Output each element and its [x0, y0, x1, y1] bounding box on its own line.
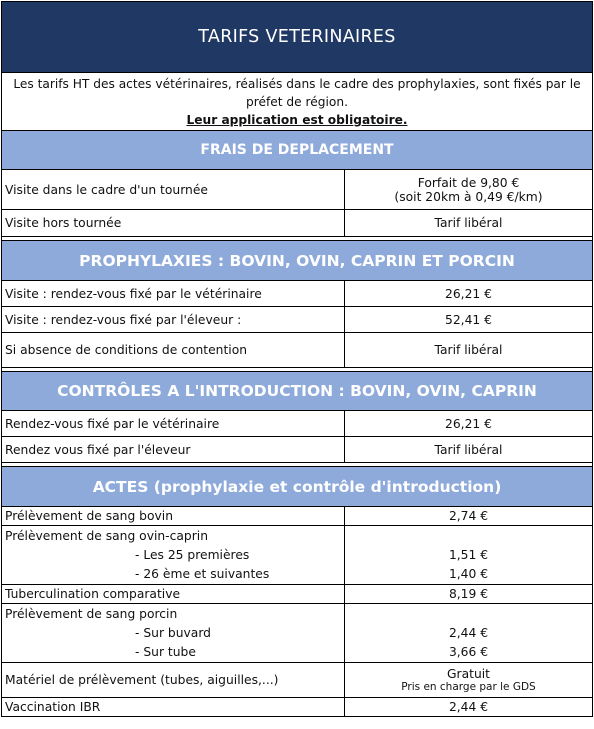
- row-label-main: Prélèvement de sang porcin: [5, 606, 178, 621]
- row-value: Tarif libéral: [434, 216, 503, 230]
- intro-text: Les tarifs HT des actes vétérinaires, réalisés dans le cadre des prophylaxies, sont fixés par le préfet de région.: [13, 77, 581, 109]
- row-sub-label: - 26 ème et suivantes: [135, 566, 270, 581]
- row-value: 2,74 €: [448, 509, 489, 523]
- row-value: 26,21 €: [445, 286, 492, 301]
- intro-block: [2, 73, 592, 131]
- row-sub-label: - Les 25 premières: [135, 547, 250, 562]
- row-sub-value: 2,44 €: [448, 625, 489, 640]
- table-row: [2, 526, 592, 585]
- row-label: Visite : rendez-vous fixé par le vétérinaire: [2, 281, 345, 306]
- row-label: Prélèvement de sang bovin: [2, 507, 345, 525]
- page-title: TARIFS VETERINAIRES: [2, 2, 592, 73]
- row-label: Rendez vous fixé par l'éleveur: [2, 437, 345, 462]
- row-label: Si absence de conditions de contention: [2, 333, 345, 367]
- table-row: [2, 663, 592, 698]
- table-row: [2, 170, 592, 210]
- table-row: [2, 698, 592, 716]
- row-value: Tarif libéral: [434, 442, 503, 457]
- obligation-note: Leur application est obligatoire.: [186, 113, 408, 127]
- table-row: [2, 604, 592, 663]
- section-controles-header: CONTRÔLES A L'INTRODUCTION : BOVIN, OVIN, CAPRIN: [2, 372, 592, 411]
- row-label: Visite hors tournée: [2, 210, 345, 236]
- value-line: Pris en charge par le GDS: [401, 681, 536, 693]
- row-value: [345, 170, 592, 209]
- table-row: [2, 411, 592, 437]
- tariff-sheet: [1, 1, 593, 717]
- row-label: [2, 604, 345, 662]
- table-row: [2, 507, 592, 526]
- table-row: [2, 210, 592, 237]
- row-value: 8,19 €: [448, 587, 489, 601]
- section-prophylaxies-header: PROPHYLAXIES : BOVIN, OVIN, CAPRIN ET PORCIN: [2, 241, 592, 281]
- row-label: Tuberculination comparative: [2, 585, 345, 603]
- row-sub-value: 1,40 €: [448, 566, 489, 581]
- row-value: 26,21 €: [445, 416, 492, 431]
- row-value: [345, 526, 592, 584]
- row-label: Visite : rendez-vous fixé par l'éleveur :: [2, 307, 345, 332]
- table-row: [2, 437, 592, 463]
- value-line: Gratuit: [447, 667, 490, 681]
- row-sub-label: - Sur buvard: [135, 625, 211, 640]
- row-value: [345, 663, 592, 697]
- table-row: [2, 585, 592, 604]
- row-sub-label: - Sur tube: [135, 644, 196, 659]
- value-line: (soit 20km à 0,49 €/km): [394, 189, 543, 204]
- table-row: [2, 281, 592, 307]
- row-value: [345, 604, 592, 662]
- row-value: 52,41 €: [445, 312, 492, 327]
- row-label: Matériel de prélèvement (tubes, aiguilles,...): [2, 663, 345, 697]
- row-label: Rendez-vous fixé par le vétérinaire: [2, 411, 345, 436]
- value-line: Forfait de 9,80 €: [417, 175, 520, 190]
- row-label: [2, 526, 345, 584]
- row-label-main: Prélèvement de sang ovin-caprin: [5, 528, 208, 543]
- section-actes-header: ACTES (prophylaxie et contrôle d'introduction): [2, 467, 592, 507]
- row-sub-value: 3,66 €: [448, 644, 489, 659]
- row-value: Tarif libéral: [434, 343, 503, 357]
- table-row: [2, 307, 592, 333]
- row-value: 2,44 €: [448, 700, 489, 714]
- row-sub-value: 1,51 €: [448, 547, 489, 562]
- row-label: Vaccination IBR: [2, 698, 345, 716]
- section-frais-header: FRAIS DE DEPLACEMENT: [2, 131, 592, 170]
- row-label: Visite dans le cadre d'un tournée: [2, 170, 345, 209]
- table-row: [2, 333, 592, 368]
